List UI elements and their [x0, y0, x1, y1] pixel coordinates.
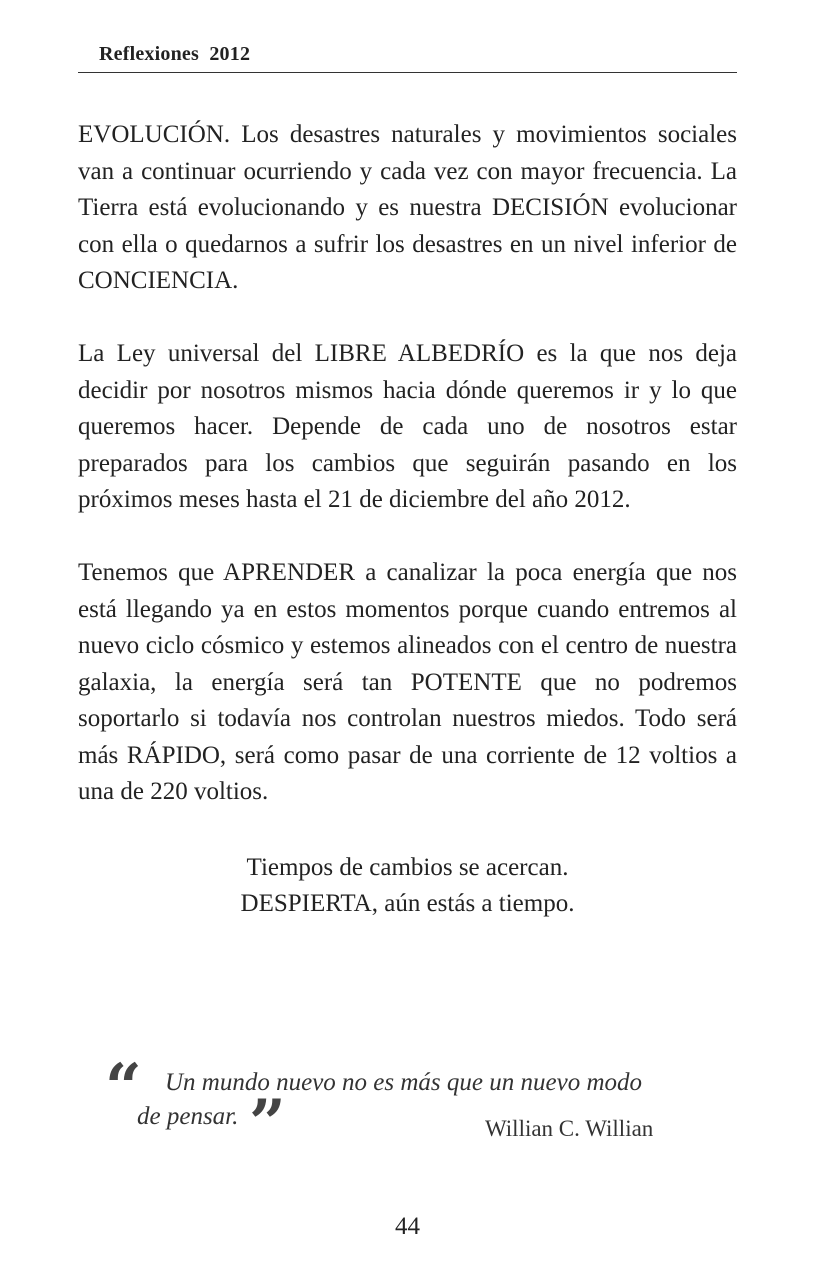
- running-header: [78, 40, 737, 73]
- quote-block: [105, 1050, 685, 1161]
- paragraph-libre-albedrio: La Ley universal del LIBRE ALBEDRÍO es la que nos deja decidir por nosotros mismos hacia dónde queremos ir y lo que queremos hacer. Depende de cada uno de nosotros estar preparados para los cambios que seguirán pasando en los próximos meses hasta el 21 de diciembre del año 2012.: [78, 340, 737, 513]
- quote-author: Willian C. Willian: [485, 1116, 654, 1141]
- quote-line-2: de pensar.: [137, 1103, 239, 1130]
- body-text: [78, 117, 737, 811]
- closing-statement: [78, 850, 737, 922]
- paragraph-evolucion: EVOLUCIÓN. Los desastres naturales y movimientos sociales van a continuar ocurriendo y cada vez con mayor frecuencia. La Tierra está evolucionando y es nuestra DECISIÓN evolucionar con ella o quedarnos a sufrir los desastres en un nivel inferior de CONCIENCIA.: [78, 121, 737, 294]
- page-number: 44: [395, 1213, 420, 1240]
- open-quote-icon: “: [105, 1050, 142, 1125]
- header-title: Reflexiones 2012: [99, 43, 251, 65]
- closing-line-1: Tiempos de cambios se acercan.: [246, 854, 569, 881]
- closing-line-2: DESPIERTA, aún estás a tiempo.: [240, 890, 575, 917]
- paragraph-aprender: Tenemos que APRENDER a canalizar la poca energía que nos está llegando ya en estos momentos porque cuando entremos al nuevo ciclo cósmico y estemos alineados con el centro de nuestra galaxia, la energía será tan POTENTE que no podremos soportarlo si todavía nos controlan nuestros miedos. Todo será más RÁPIDO, será como pasar de una corriente de 12 voltios a una de 220 voltios.: [78, 559, 737, 805]
- close-quote-icon: ”: [249, 1086, 286, 1161]
- quote-line-1: Un mundo nuevo no es más que un nuevo modo: [165, 1069, 643, 1096]
